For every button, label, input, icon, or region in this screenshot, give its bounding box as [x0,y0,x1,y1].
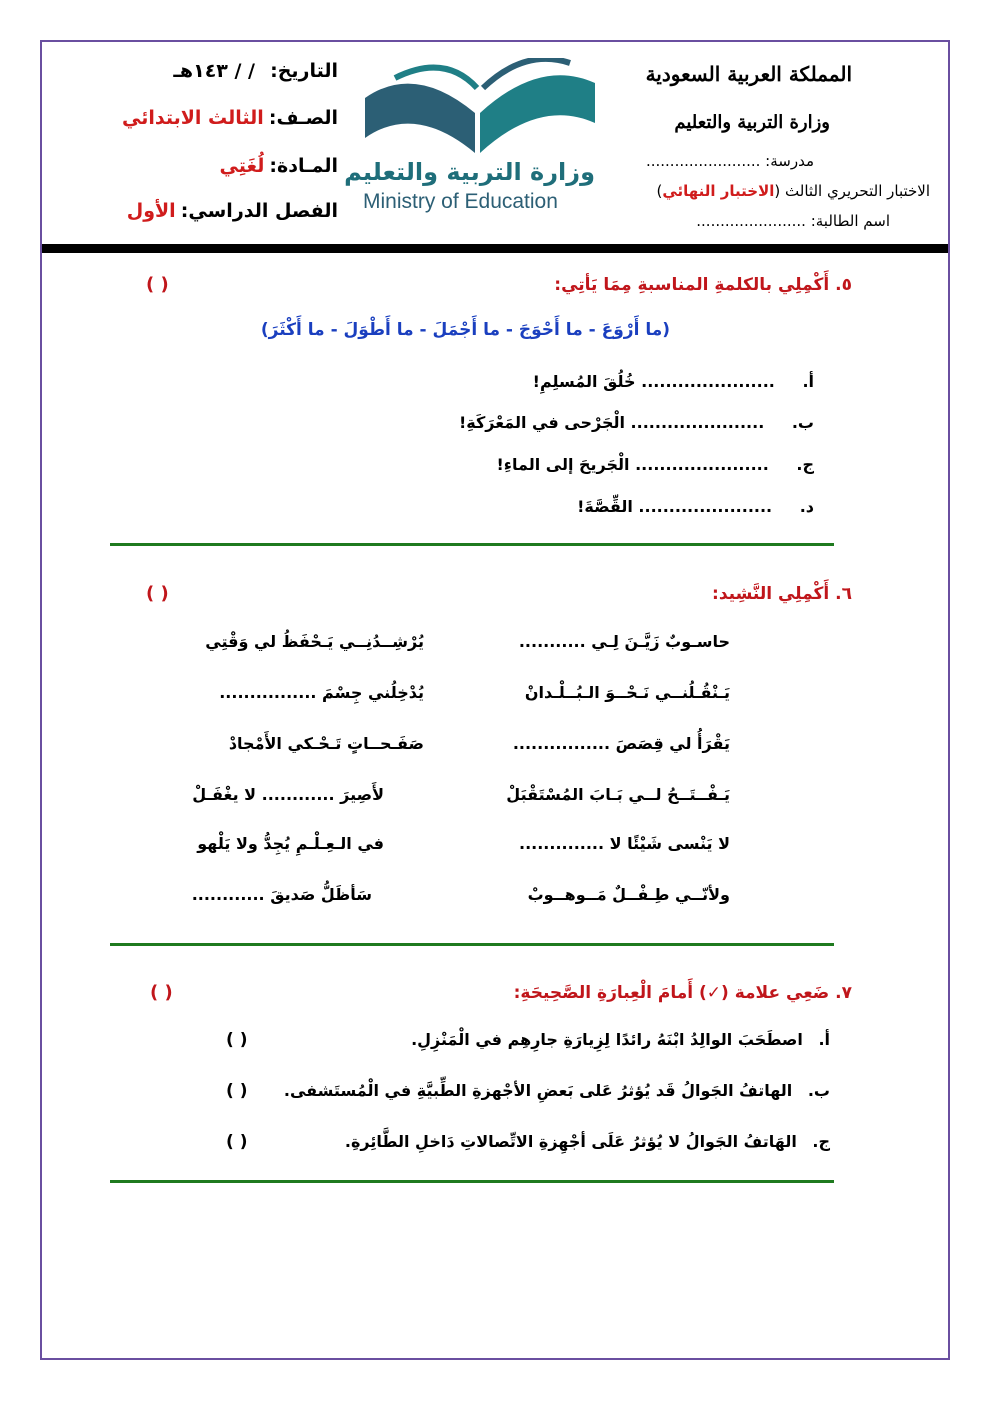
q7-score-box: ( ) [150,982,173,1003]
q5-item-b [459,413,814,432]
q7-item-letter: ب. [807,1081,830,1100]
q5-item-letter: أ. [802,372,814,391]
term-value: الأول [126,200,176,222]
q5-item-letter: ب. [791,413,814,432]
q5-item-text: ...................... القِّصَّةَ! [577,497,773,516]
school-field: مدرسة: ........................ [645,152,814,170]
q5-item-text: ...................... الْجَريحَ إلى الماءِ! [496,455,769,474]
page-border [40,40,950,1360]
exam-prefix: الاختبار التحريري الثالث ( [774,182,930,200]
date-value: / / ١٤٣هـ [173,60,255,82]
q6-score-box: ( ) [146,583,169,604]
q5-score-box: ( ) [146,274,169,295]
kingdom-title: المملكة العربية السعودية [645,62,852,86]
poem-line-right: يَقْرَأُ لي قِصَصَ ................ [512,734,730,753]
q5-item-a [533,372,814,391]
subject-row [219,155,338,177]
section-divider [110,543,834,546]
q7-item-text: اصطَحَبَ الوالِدُ ابْنَهُ رائدًا لِزِيارَةِ جارِهِم في الْمَنْزِلِ. [411,1030,803,1049]
poem-line-left: صَفَـحــاتٍ تَـحْـكي الأَمْجادْ [228,734,424,753]
q7-item-a [411,1030,830,1049]
q5-item-d [577,497,814,516]
q7-item-c [345,1132,830,1151]
ministry-logo [344,58,605,218]
book-icon [355,58,605,168]
q5-item-text: ...................... الْجَرْحى في المَعْرَكَةِ! [458,413,765,432]
poem-line-right: يَـفْــتَــحُ لــي بَـابَ المُسْتَقْبَلْ [506,785,730,804]
q7-title: ٧. ضَعِي علامة (✓) أَمامَ الْعِبارَةِ الصَّحِيحَةِ: [513,983,852,1003]
term-row [127,200,338,222]
q5-word-bank: (ما أَرْوَعَ - ما أَحْوَجَ - ما أَجْمَلَ - ما أَطْوَلَ - ما أَكْثَرَ) [260,320,670,340]
q5-item-letter: ج. [796,455,814,474]
grade-label: الصـف: [268,107,338,129]
exam-highlight: الاختبار النهائي [662,182,775,200]
grade-row [122,107,338,129]
logo-arabic-text: وزارة التربية والتعليم [344,158,595,186]
q7-item-letter: أ. [818,1030,830,1049]
q7-answer-box[interactable]: ( ) [226,1132,248,1152]
header-divider [42,244,948,253]
poem-line-left: يُرْشِــدُنِــي يَـحْفَظُ لي وَقْتِي [205,632,424,651]
q5-item-letter: د. [799,497,814,516]
poem-line-left: سَأظَلُّ صَديقَ ............ [191,885,372,904]
poem-line-right: يَـنْقُـلُنــي نَـحْــوَ الـبُــلْـدانْ [524,683,730,702]
subject-value: لُغَتِي [219,155,265,177]
poem-line-right: ولأنّــي طِـفْــلٌ مَــوهــوبْ [527,885,730,904]
q7-item-text: الهاتفُ الجَوالُ قَد يُؤثرُ عَلى بَعضِ الأجْهزةِ الطِّبيَّةِ في الْمُستَشفى. [283,1081,793,1100]
q7-item-text: الهَاتفُ الجَوالُ لا يُؤثرُ عَلَى أجْهِزةِ الاتِّصالاتِ دَاخلِ الطَّائِرةِ. [344,1132,797,1151]
section-divider [110,1180,834,1183]
section-divider [110,943,834,946]
poem-line-left: يُدْخِلُني جِسْمَ ................ [219,683,424,702]
grade-value: الثالث الابتدائي [122,107,264,129]
q7-item-letter: ج. [812,1132,830,1151]
poem-line-left: في الـعِـلْـمِ يُجِدُّ ولا يَلْهو [197,834,384,853]
poem-line-right: حاسـوبٌ زَيَّـنَ لِـي ........... [518,632,730,651]
date-row [173,60,338,82]
logo-english-text: Ministry of Education [363,190,558,213]
subject-label: المـادة: [269,155,338,177]
poem-line-left: لأَصِيرَ ............ لا يغْفَـلْ [192,785,384,804]
q5-title: ٥. أَكْمِلِي بالكلمةِ المناسبةِ مِمَا يَأتِي: [554,275,852,295]
q7-answer-box[interactable]: ( ) [226,1030,248,1050]
poem-line-right: لا يَنْسى شَيْئًا لا .............. [518,834,730,853]
exam-title [656,182,930,200]
q6-title: ٦. أَكْمِلِي النَّشِيد: [712,584,852,604]
q5-item-c [496,455,814,474]
ministry-title: وزارة التربية والتعليم [674,112,830,133]
student-name-field: اسم الطالبة: ....................... [696,212,890,230]
q7-answer-box[interactable]: ( ) [226,1081,248,1101]
exam-suffix: ) [656,182,663,200]
date-label: التاريخ: [270,60,338,82]
term-label: الفصل الدراسي: [180,200,338,222]
q5-item-text: ...................... خُلُقَ المُسلِمِ! [532,372,775,391]
q7-item-b [284,1081,830,1100]
